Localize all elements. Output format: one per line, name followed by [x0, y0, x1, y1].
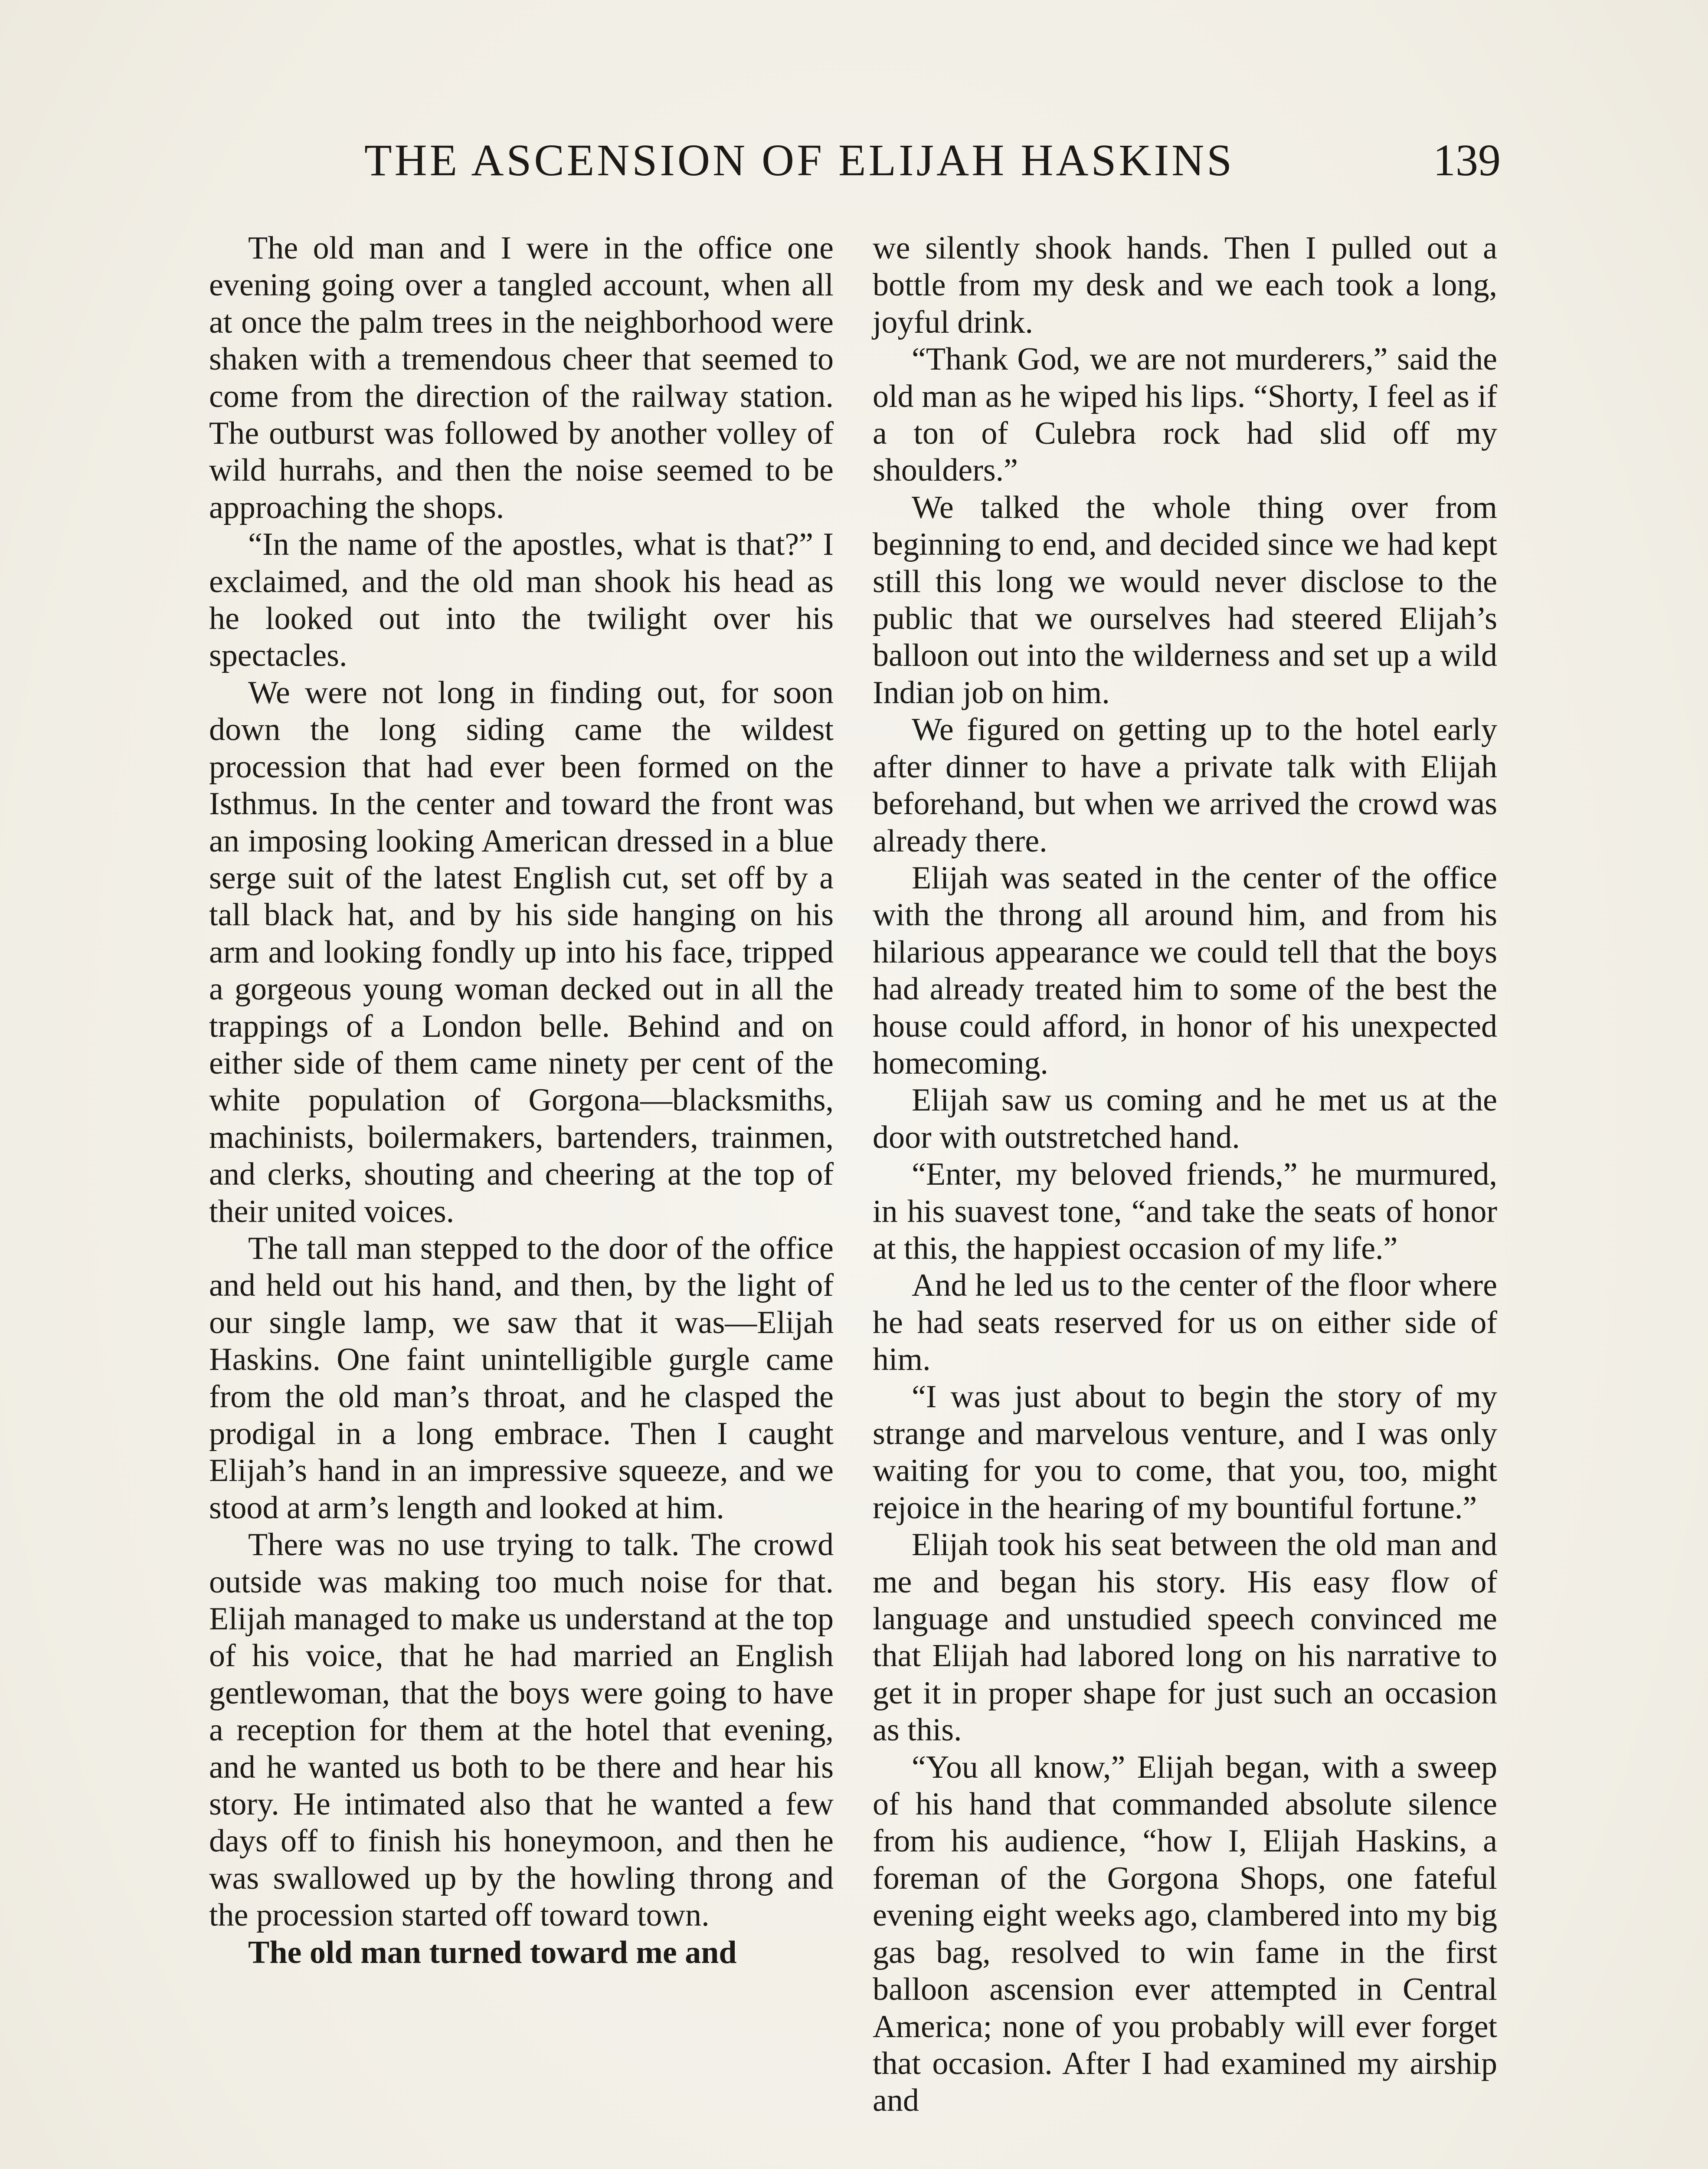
paragraph: “Thank God, we are not murderers,” said the old man as he wiped his lips. “Shorty, I feel as if a ton of Culebra rock had slid off my shoulders.” [873, 341, 1497, 488]
paragraph: Elijah was seated in the center of the office with the throng all around him, and from his hilarious appearance we could tell that the boys had already treated him to some of the best the house could afford, in honor of his unexpected homecoming. [873, 860, 1497, 1081]
left-text-column [209, 230, 834, 1971]
paragraph: The old man turned toward me and [248, 1934, 737, 1970]
paragraph: Elijah took his seat between the old man and me and began his story. His easy flow of language and unstudied speech convinced me that Elijah had labored long on his narrative to get it in proper shape for just such an occasion as this. [873, 1527, 1497, 1748]
paragraph: “In the name of the apostles, what is that?” I exclaimed, and the old man shook his head as he looked out into the twilight over his spectacles. [209, 527, 834, 674]
paragraph: we silently shook hands. Then I pulled out a bottle from my desk and we each took a long, joyful drink. [873, 230, 1497, 340]
paragraph: And he led us to the center of the floor where he had seats reserved for us on either side of him. [873, 1268, 1497, 1378]
running-title: THE ASCENSION OF ELIJAH HASKINS [364, 135, 1235, 185]
paragraph: Elijah saw us coming and he met us at the door with outstretched hand. [873, 1082, 1497, 1155]
paragraph: We talked the whole thing over from beginning to end, and decided since we had kept still this long we would never disclose to the public that we ourselves had steered Elijah’s balloon out into the wilderness and set up a wild Indian job on him. [873, 489, 1497, 711]
paragraph: There was no use trying to talk. The crowd outside was making too much noise for that. Elijah managed to make us understand at the top of his voice, that he had married an English gentlewoman, that the boys were going to have a reception for them at the hotel that evening, and he wanted us both to be there and hear his story. He intimated also that he wanted a few days off to finish his honeymoon, and then he was swallowed up by the howling throng and the procession started off toward town. [209, 1527, 834, 1933]
paragraph: “Enter, my beloved friends,” he murmured, in his suavest tone, “and take the seats of honor at this, the happiest occasion of my life.” [873, 1157, 1497, 1266]
paragraph: We were not long in finding out, for soon down the long siding came the wildest procession that had ever been formed on the Isthmus. In the center and toward the front was an imposing looking American dressed in a blue serge suit of the latest English cut, set off by a tall black hat, and by his side hanging on his arm and looking fondly up into his face, tripped a gorgeous young woman decked out in all the trappings of a London belle. Behind and on either side of them came ninety per cent of the white population of Gorgona—blacksmiths, machinists, boilermakers, bartenders, trainmen, and clerks, shouting and cheering at the top of their united voices. [209, 675, 834, 1229]
paragraph: The old man and I were in the office one evening going over a tangled account, when all at once the palm trees in the neighborhood were shaken with a tremendous cheer that seemed to come from the direction of the railway station. The outburst was followed by another volley of wild hurrahs, and then the noise seemed to be approaching the shops. [209, 230, 834, 525]
paragraph: “You all know,” Elijah began, with a sweep of his hand that commanded absolute silence from his audience, “how I, Elijah Haskins, a foreman of the Gorgona Shops, one fateful evening eight weeks ago, clambered into my big gas bag, resolved to win fame in the first balloon ascension ever attempted in Central America; none of you probably will ever forget that occasion. After I had examined my airship and [873, 1749, 1497, 2119]
paragraph: The tall man stepped to the door of the office and held out his hand, and then, by the light of our single lamp, we saw that it was—Elijah Haskins. One faint unintelligible gurgle came from the old man’s throat, and he clasped the prodigal in a long embrace. Then I caught Elijah’s hand in an impressive squeeze, and we stood at arm’s length and looked at him. [209, 1230, 834, 1526]
page-number: 139 [1433, 135, 1501, 185]
paragraph: “I was just about to begin the story of my strange and marvelous venture, and I was only waiting for you to come, that you, too, might rejoice in the hearing of my bountiful fortune.” [873, 1379, 1497, 1526]
running-header [208, 130, 1501, 191]
right-text-column [873, 230, 1497, 2120]
paragraph: We figured on getting up to the hotel early after dinner to have a private talk with Elijah beforehand, but when we arrived the crowd was already there. [873, 712, 1497, 859]
